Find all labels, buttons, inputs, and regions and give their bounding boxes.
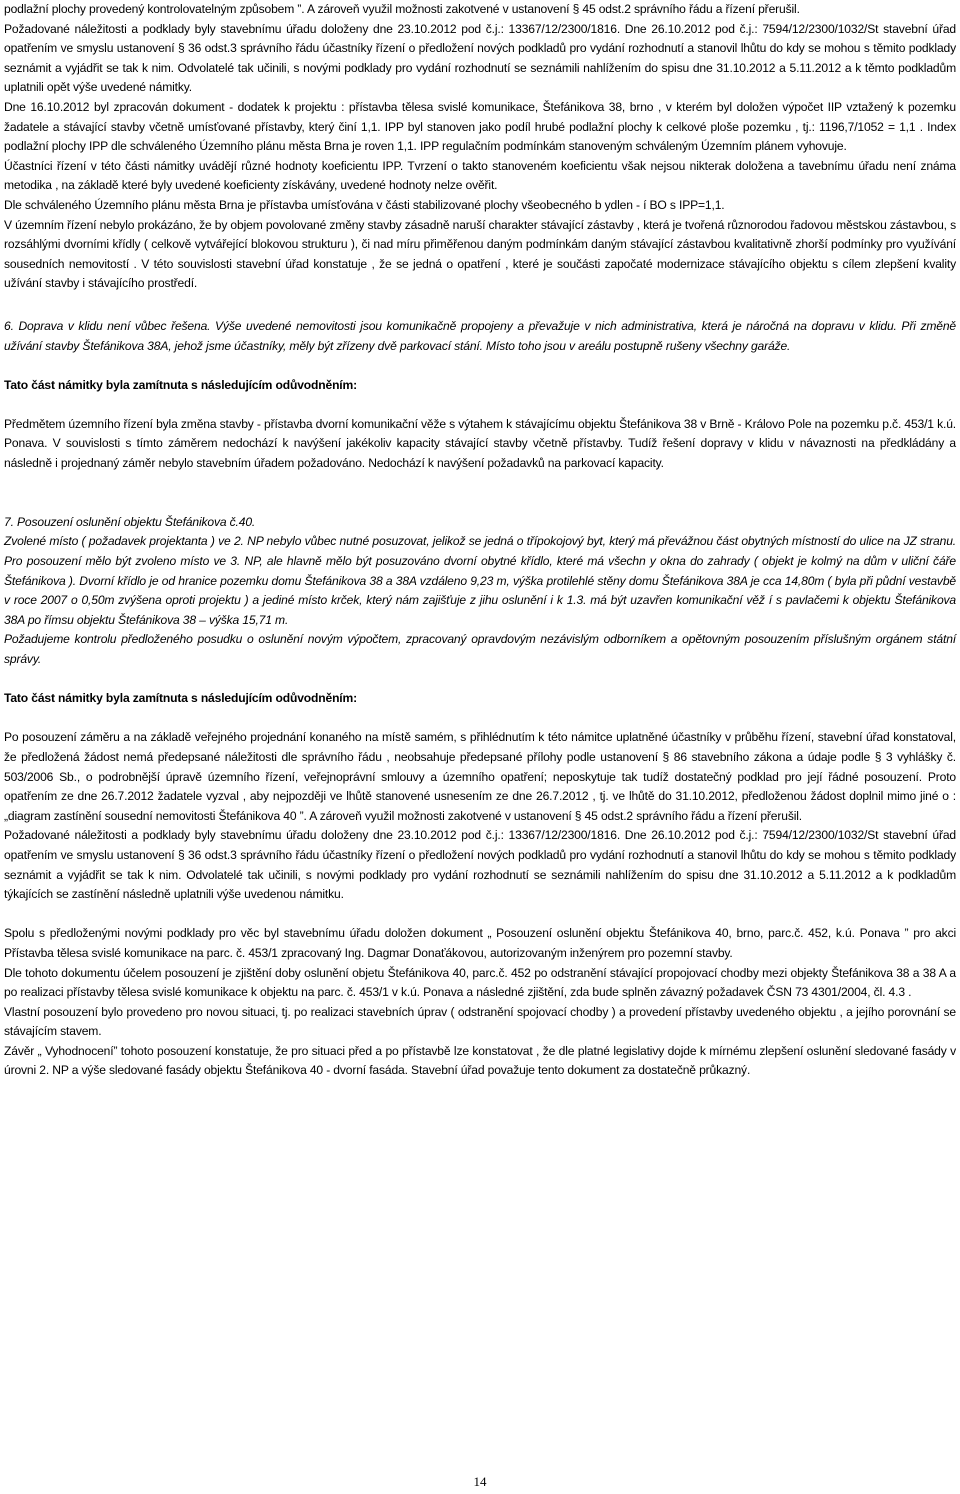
paragraph-zaver: Závěr „ Vyhodnocení” tohoto posouzení konstatuje, že pro situaci před a po přístavbě lze konstatovat , že dle platné legislativy dojde k mírnému zlepšení oslunění sledované fasády v úrovni 2. NP a výše sledované fasády objektu Štefánikova 40 - dvorní fasáda. Stavební úřad považuje tento dokument za dostatečně průkazný. <box>4 1043 956 1078</box>
rejection-heading-1: Tato část námitky byla zamítnuta s následujícím odůvodněním: <box>4 377 357 392</box>
rejection-heading-2: Tato část námitky byla zamítnuta s následujícím odůvodněním: <box>4 691 357 706</box>
paragraph-uzemni-plan: Dle schváleného Územního plánu města Brna je přístavba umísťována v části stabilizované plochy všeobecného b ydlen - í BO s IPP=1,1. <box>4 197 725 212</box>
objection-7-request: Požadujeme kontrolu předloženého posudku o oslunění novým výpočtem, zpracovaný opravdovým nezávislým odborníkem a opětovným posouzením příslušným orgánem státní správy. <box>4 632 956 666</box>
objection-7-title: 7. Posouzení oslunění objektu Štefánikova č.40. <box>4 514 256 529</box>
paragraph-posouzeni-zameru: Po posouzení záměru a na základě veřejného projednání konaného na místě samém, s přihlédnutím k této námitce uplatněné účastníky v průběhu řízení, stavební úřad konstatoval, že předložená žádost nemá předepsané náležitosti dle správního řádu , neobsahuje předepsané přílohy podle ustanovení § 86 stavebního zákona a údaje podle § 3 vyhlášky č. 503/2006 Sb., o podrobnější úpravě územního řízení, veřejnoprávní smlouvy a územního opatření; neposkytuje tak tudíž dostatečný podklad pro její řádné posouzení. Proto opatřením ze dne 26.7.2012 žadatele vyzval , aby nejpozději ve lhůtě stanovené usnesením ze dne 26.7.2012 , tj. ve lhůtě do 31.10.2012, předloženou žádost doplnil mimo jiné o : „diagram zastínění sousední nemovitosti Štefánikova 40 ”. A zároveň využil možnosti zakotvené v ustanovení § 45 odst.2 správního řádu a řízení přerušil. <box>4 730 956 823</box>
paragraph-ipp-koeficient: Účastníci řízení v této části námitky uvádějí různé hodnoty koeficientu IPP. Tvrzení o takto stanoveném koeficientu však nejsou nikterak doložena a tavebnímu úřadu není známa metodika , na základě které byly uvedené koeficienty získávány, uvedené hodnoty nelze ověřit. <box>4 158 956 193</box>
paragraph-vlastni-posouzeni: Vlastní posouzení bylo provedeno pro novou situaci, tj. po realizaci stavebních úprav ( odstranění spojovací chodby ) a provedení přístavby uvedeného objektu , a jejího porovnání se stávajícím stavem. <box>4 1004 956 1039</box>
paragraph-podklady-1: Požadované náležitosti a podklady byly stavebnímu úřadu doloženy dne 23.10.2012 pod č.j.: 13367/12/2300/1816. Dne 26.10.2012 pod č.j.: 7594/12/2300/1032/St stavební úřad opatřením ve smyslu ustanovení § 36 odst.3 správního řádu účastníky řízení o předložení nových podkladů pro vydání rozhodnutí a stanovil lhůtu do kdy se mohou s těmito podklady seznámit a vyjádřit se tak k nim. Odvolatelé tak učinili, s novými podklady pro vydání rozhodnutí se seznámili nahlížením do spisu dne 31.10.2012 a 5.11.2012 a k těmto podkladům uplatnili opět výše uvedené námitky. <box>4 21 956 95</box>
objection-7-body: Zvolené místo ( požadavek projektanta ) ve 2. NP nebylo vůbec nutné posuzovat, jelikož se jedná o třípokojový byt, který má převážnou část obytných místností do ulice na JZ stranu. Pro posouzení mělo být zvoleno místo ve 3. NP, ale hlavně mělo být posuzováno dvorní obytné křídlo, které má všechn y okna do zahrady ( objekt je kolmý na dům v uliční čáře Štefánikova ). Dvorní křídlo je od hranice pozemku domu Štefánikova 38 a 38A vzdáleno 9,23 m, výška protilehlé stěny domu Štefánikova 38A je cca 14,80m ( byla při půdní vestavbě v roce 2007 o 0,50m zvýšena oproti projektu ) a jediné místo krček, který nám zajišťuje z jihu oslunění i k 1.3. má být uzavřen komunikační věž í s pavlačemi k objektu Štefánikova 38A po římsu objektu Štefánikova 38 – výška 15,71 m. <box>4 534 956 627</box>
paragraph-posouzeni-osluneni: Spolu s předloženými novými podklady pro věc byl stavebnímu úřadu doložen dokument „ Posouzení oslunění objektu Štefánikova 40, brno, parc.č. 452, k.ú. Ponava ” pro akci Přístavba tělesa svislé komunikace na parc. č. 453/1 zpracovaný Ing. Dagmar Donaťákovou, autorizovaným inženýrem pro pozemní stavby. <box>4 926 956 960</box>
paragraph-ipp-vypocet: Dne 16.10.2012 byl zpracován dokument - dodatek k projektu : přístavba tělesa svislé komunikace, Štefánikova 38, brno , v kterém byl doložen výpočet IIP vztažený k pozemku žadatele a stávající stavby včetně umísťované přístavby, který činí 1,1. IPP byl stanoven jako podíl hrubé podlažní plochy k celkové ploše pozemku , tj.: 1196,7/1052 = 1,1 . Index podlažní plochy IPP dle schváleného Územního plánu města Brna je roven 1,1. IPP regulačním podmínkám stanoveným schváleným Územním plánem vyhovuje. <box>4 99 956 154</box>
paragraph-podklady-2: Požadované náležitosti a podklady byly stavebnímu úřadu doloženy dne 23.10.2012 pod č.j.: 13367/12/2300/1816. Dne 26.10.2012 pod č.j.: 7594/12/2300/1032/St stavební úřad opatřením ve smyslu ustanovení § 36 odst.3 správního řádu účastníky řízení o předložení nových podkladů pro vydání rozhodnutí a stanovil lhůtu do kdy se mohou s těmito podklady seznámit a vyjádřit se tak k nim. Odvolatelé tak učinili, s novými podklady pro vydání rozhodnutí se seznámili nahlížením do spisu dne 31.10.2012 a 5.11.2012 a k podkladům týkajících se zastínění následně uplatnili výše uvedenou námitku. <box>4 828 956 902</box>
paragraph-ucel-posouzeni: Dle tohoto dokumentu účelem posouzení je zjištění doby oslunění objetu Štefánikova 40, parc.č. 452 po odstranění stávající propojovací chodby mezi objekty Štefánikova 38 a 38 A a po realizaci přístavby tělesa svislé komunikace k objektu na parc. č. 453/1 v k.ú. Ponava a následné zjištění, zda bude splněn závazný požadavek ČSN 73 4301/2004, čl. 4.3 . <box>4 965 956 1000</box>
paragraph-charakter-zastavby: V územním řízení nebylo prokázáno, že by objem povolované změny stavby zásadně naruší charakter stávající zástavby , která je tvořená různorodou řadovou městskou zástavbou, s rozsáhlými dvorními křídly ( celkově vytvářející blokovou strukturu ), či nad míru přiměřenou daným podmínkám daným stávající zástavbou kvalitativně zhorší podmínky pro využívání sousedních nemovitostí . V této souvislosti stavební úřad konstatuje , že se jedná o opatření , které je součásti započaté modernizace stávajícího objektu s cílem zlepšení kvality užívání stavby i stávajícího prostředí. <box>4 217 956 291</box>
page-number: 14 <box>473 1474 487 1489</box>
paragraph-ipp-intro: podlažní plochy provedený kontrolovatelným způsobem ”. A zároveň využil možnosti zakotvené v ustanovení § 45 odst.2 správního řádu a řízení přerušil. <box>4 2 800 16</box>
paragraph-doprava-odpoved: Předmětem územního řízení byla změna stavby - přístavba dvorní komunikační věže s výtahem k stávajícímu objektu Štefánikova 38 v Brně - Královo Pole na pozemku p.č. 453/1 k.ú. Ponava. V souvislosti s tímto záměrem nedochází k navýšení jakékoliv kapacity stávající stavby včetně přístavby. Tudíž řešení dopravy v klidu v návaznosti na předkládány a následně i projednaný záměr nebylo stavebním úřadem požadováno. Nedochází k navýšení požadavků na parkovací kapacity. <box>4 416 956 471</box>
objection-6: 6. Doprava v klidu není vůbec řešena. Výše uvedené nemovitosti jsou komunikačně propojeny a převažuje v nich administrativa, která je náročná na dopravu v klidu. Při změně užívání stavby Štefánikova 38A, jehož jsme účastníky, měly být zřízeny dvě parkovací stání. Místo toho jsou v areálu postupně rušeny všechny garáže. <box>4 318 956 353</box>
